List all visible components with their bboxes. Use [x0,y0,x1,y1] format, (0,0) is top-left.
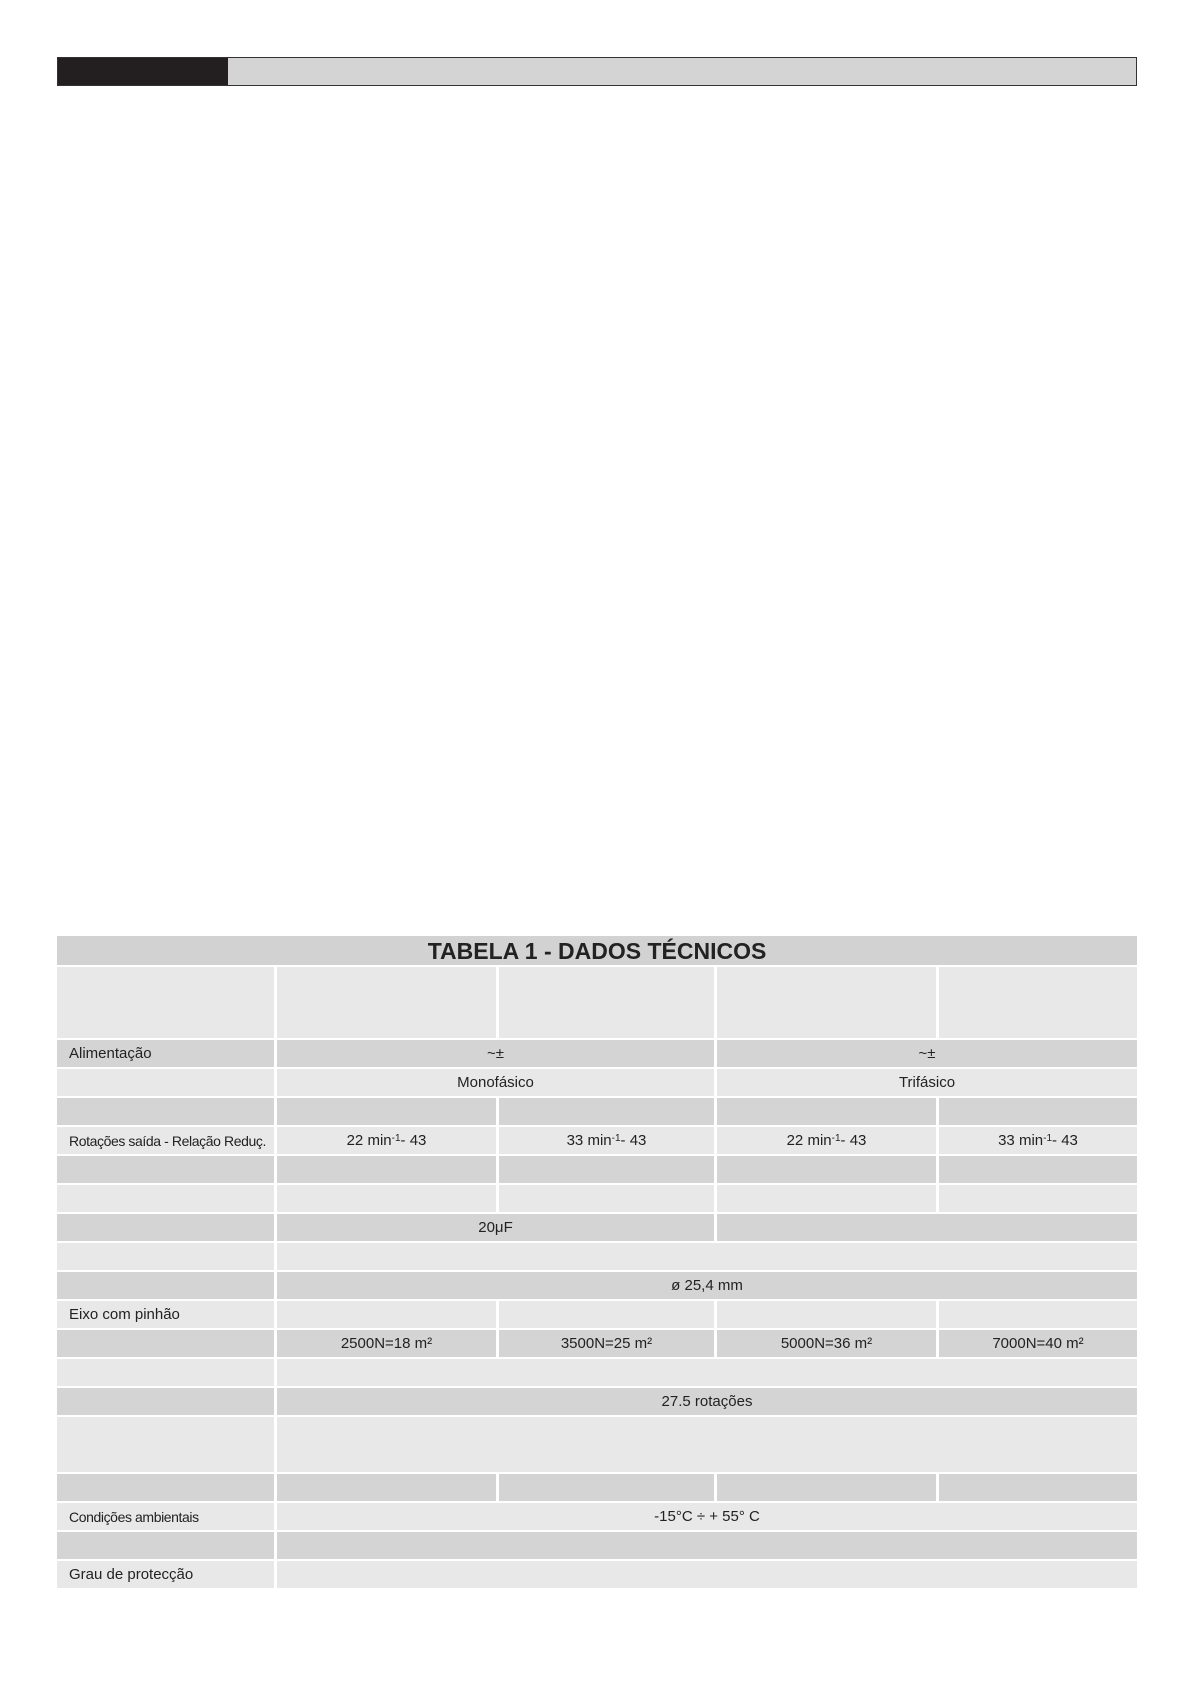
table-row [57,1154,1137,1183]
table-row [57,1212,1137,1241]
table-cell [717,1154,939,1183]
row-label: Rotações saída - Relação Reduç. [57,1125,277,1154]
table-cell [939,1472,1137,1501]
cell-exponent: -1 [831,1133,841,1144]
table-cell [277,1415,1137,1472]
table-cell [717,1125,939,1154]
table-cell: 2500N=18 m² [277,1328,499,1357]
table-row [57,1096,1137,1125]
table-cell: ø 25,4 mm [277,1270,1137,1299]
cell-text: 33 min [566,1132,612,1149]
table-cell [717,1183,939,1212]
table-cell [277,1299,499,1328]
table-cell [939,965,1137,1038]
row-label [57,1154,277,1183]
table-cell: 5000N=36 m² [717,1328,939,1357]
row-label [57,1472,277,1501]
row-label: Condições ambientais [57,1501,277,1530]
table-cell: 27.5 rotações [277,1386,1137,1415]
row-label: Grau de protecção [57,1559,277,1588]
table-cell [717,1096,939,1125]
row-label: Alimentação [57,1038,277,1067]
table-cell [277,1357,1137,1386]
table-row [57,1270,1137,1299]
table-cell [277,1183,499,1212]
table-cell [499,1299,717,1328]
table-cell [717,965,939,1038]
table-row [57,1559,1137,1588]
section-header-tab [58,58,228,85]
cell-exponent: -1 [611,1133,621,1144]
table-cell [499,1125,717,1154]
row-label [57,1530,277,1559]
table-cell: 3500N=25 m² [499,1328,717,1357]
table-row [57,1501,1137,1530]
table-row [57,965,1137,1038]
table-cell [277,1472,499,1501]
table-cell: ~± [717,1038,1137,1067]
table-cell [57,965,277,1038]
cell-ratio: - 43 [840,1132,867,1149]
row-label: Eixo com pinhão [57,1299,277,1328]
cell-exponent: -1 [1043,1133,1053,1144]
row-label [57,1241,277,1270]
row-label [57,1357,277,1386]
table-row [57,1299,1137,1328]
table-row [57,1038,1137,1067]
table-cell [499,1154,717,1183]
table-row [57,1415,1137,1472]
table-row [57,1472,1137,1501]
table-cell [939,1096,1137,1125]
cell-text: 33 min [998,1132,1044,1149]
cell-ratio: - 43 [1052,1132,1078,1149]
table-title: TABELA 1 - DADOS TÉCNICOS [57,936,1137,965]
row-label [57,1183,277,1212]
section-header-bar [57,57,1137,86]
cell-ratio: - 43 [620,1132,647,1149]
row-label [57,1386,277,1415]
table-cell [717,1299,939,1328]
technical-data-table [57,936,1137,1588]
table-cell [499,1472,717,1501]
table-row [57,1386,1137,1415]
table-cell [277,1559,1137,1588]
table-cell [939,1299,1137,1328]
table-cell [277,1096,499,1125]
cell-text: 22 min [786,1132,832,1149]
table-cell: Monofásico [277,1067,717,1096]
table-cell: 7000N=40 m² [939,1328,1137,1357]
row-label [57,1415,277,1472]
table-row [57,1328,1137,1357]
table-row [57,1125,1137,1154]
table-cell [717,1212,1137,1241]
row-label [57,1096,277,1125]
table-cell: -15°C ÷ + 55° C [277,1501,1137,1530]
row-label [57,1212,277,1241]
table-cell [939,1125,1137,1154]
table-cell: 20μF [277,1212,717,1241]
table-row [57,1241,1137,1270]
table-cell [499,1183,717,1212]
table-row [57,1067,1137,1096]
cell-text: 22 min [346,1132,392,1149]
row-label [57,1270,277,1299]
row-label [57,1067,277,1096]
table-cell [277,1530,1137,1559]
cell-exponent: -1 [391,1133,401,1144]
cell-ratio: - 43 [400,1132,427,1149]
row-label [57,1328,277,1357]
table-cell [499,1096,717,1125]
table-cell: Trifásico [717,1067,1137,1096]
table-row [57,1357,1137,1386]
table-cell [277,1125,499,1154]
table-cell: ~± [277,1038,717,1067]
table-cell [939,1183,1137,1212]
table-cell [717,1472,939,1501]
table-cell [277,965,499,1038]
table-cell [499,965,717,1038]
table-row [57,1183,1137,1212]
table-row [57,1530,1137,1559]
table-cell [939,1154,1137,1183]
table-cell [277,1154,499,1183]
table-cell [277,1241,1137,1270]
